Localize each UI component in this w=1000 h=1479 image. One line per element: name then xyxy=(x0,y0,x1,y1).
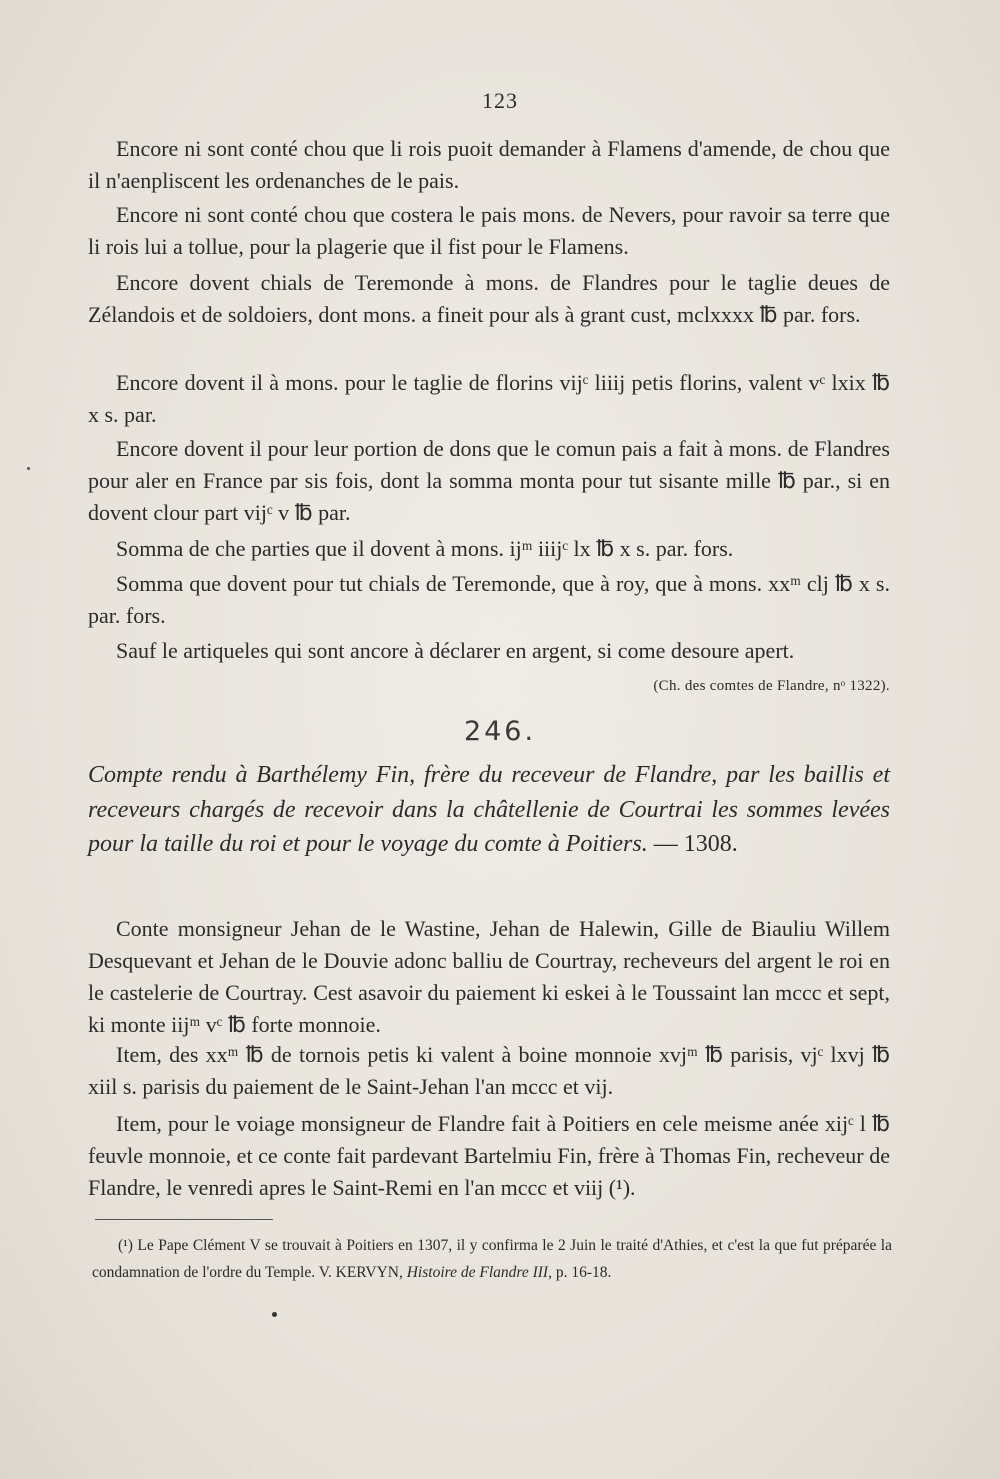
paragraph-8 xyxy=(88,635,890,667)
document-title xyxy=(88,758,890,862)
paragraph-text: Conte monsigneur Jehan de le Wastine, Jehan de Halewin, Gille de Biauliu Willem Desquevant et Jehan de le Douvie adonc balliu de Courtray, recheveurs del argent le roi en le castelerie de Courtray. Cest asavoir du paiement ki eskei à le Toussaint lan mccc et sept, ki monte iijᵐ vᶜ ℔ forte monnoie. xyxy=(88,916,890,1037)
document-date: — 1308. xyxy=(653,831,738,857)
page-number: 123 xyxy=(482,88,518,113)
paragraph-text: Encore dovent chials de Teremonde à mons. de Flandres pour le taglie deues de Zélandois et de soldoiers, dont mons. a fineit pour als à grant cust, mclxxxx ℔ par. fors. xyxy=(88,270,890,327)
paragraph-9 xyxy=(88,913,890,1041)
source-citation: (Ch. des comtes de Flandre, nᵒ 1322). xyxy=(653,678,890,694)
footnote-pages: p. 16-18. xyxy=(551,1264,612,1281)
paragraph-text: Item, pour le voiage monsigneur de Flandre fait à Poitiers en cele meisme anée xijᶜ l ℔ feuvle monnoie, et ce conte fait pardevant Bartelmiu Fin, frère à Thomas Fin, recheveur de Flandre, le venredi apres le Saint-Remi en l'an mccc et viij (¹). xyxy=(88,1111,890,1200)
paragraph-text: Item, des xxᵐ ℔ de tornois petis ki valent à boine monnoie xvjᵐ ℔ parisis, vjᶜ lxvj ℔ xiil s. parisis du paiement de le Saint-Jehan l'an mccc et vij. xyxy=(88,1042,890,1099)
ink-speck xyxy=(27,467,30,470)
footnote-italic-title: Histoire de Flandre III, xyxy=(406,1264,552,1281)
footnote xyxy=(92,1232,892,1286)
paragraph-text: Somma de che parties que il dovent à mons. ijᵐ iiijᶜ lx ℔ x s. par. fors. xyxy=(116,536,734,561)
paragraph-7 xyxy=(88,568,890,632)
paragraph-10 xyxy=(88,1039,890,1103)
paragraph-5 xyxy=(88,433,890,529)
paragraph-text: Sauf le artiqueles qui sont ancore à déclarer en argent, si come desoure apert. xyxy=(116,638,795,663)
paragraph-text: Somma que dovent pour tut chials de Teremonde, que à roy, que à mons. xxᵐ clj ℔ x s. par. fors. xyxy=(88,571,890,628)
paragraph-4 xyxy=(88,367,890,431)
paragraph-text: Encore ni sont conté chou que li rois puoit demander à Flamens d'amende, de chou que il n'aenpliscent les ordenanches de le pais. xyxy=(88,136,890,193)
ink-speck xyxy=(272,1312,277,1317)
document-number: 246. xyxy=(463,716,537,747)
document-title-text: Compte rendu à Barthélemy Fin, frère du receveur de Flandre, par les baillis et receveurs chargés de recevoir dans la châtellenie de Courtrai les sommes levées pour la taille du roi et pour le voyage du comte à Poitiers. xyxy=(88,762,890,857)
paragraph-text: Encore ni sont conté chou que costera le pais mons. de Nevers, pour ravoir sa terre que li rois lui a tollue, pour la plagerie que il fist pour le Flamens. xyxy=(88,202,890,259)
paragraph-2 xyxy=(88,199,890,263)
paragraph-text: Encore dovent il pour leur portion de dons que le comun pais a fait à mons. de Flandres pour aler en France par sis fois, dont la somma monta pour tut sisante mille ℔ par., si en dovent clour part vijᶜ v ℔ par. xyxy=(88,436,890,525)
paragraph-11 xyxy=(88,1108,890,1204)
paragraph-3 xyxy=(88,267,890,331)
paragraph-1 xyxy=(88,133,890,197)
paragraph-text: Encore dovent il à mons. pour le taglie de florins vijᶜ liiij petis florins, valent vᶜ lxix ℔ x s. par. xyxy=(88,370,890,427)
footnote-text: (¹) Le Pape Clément V se trouvait à Poitiers en 1307, il y confirma le 2 Juin le traité d'Athies, et c'est la que fut préparée la condamnation de l'ordre du Temple. V. KERVYN, xyxy=(92,1237,892,1281)
paragraph-6 xyxy=(88,533,890,565)
footnote-divider xyxy=(95,1219,273,1220)
